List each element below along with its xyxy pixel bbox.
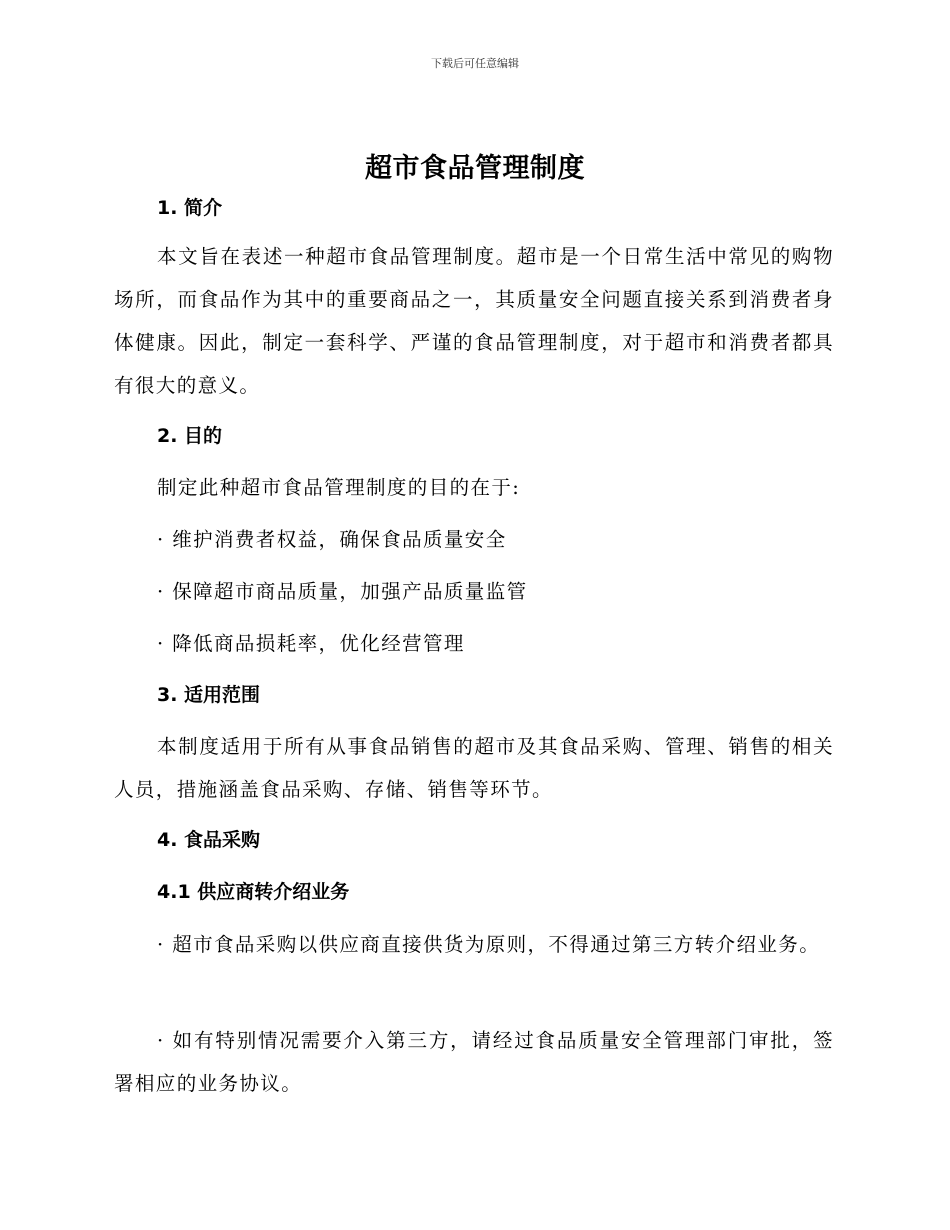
page-header-note: 下载后可任意编辑	[431, 57, 519, 70]
document-title: 超市食品管理制度	[365, 153, 585, 184]
procurement-item: · 如有特别情况需要介入第三方，请经过食品质量安全管理部门审批，签署相应的业务协议。	[114, 1029, 834, 1095]
section-body-scope: 本制度适用于所有从事食品销售的超市及其食品采购、管理、销售的相关人员，措施涵盖食品采购、存储、销售等环节。	[114, 735, 834, 801]
section-heading-scope: 3. 适用范围	[157, 684, 261, 706]
section-body-intro: 本文旨在表述一种超市食品管理制度。超市是一个日常生活中常见的购物场所，而食品作为其中的重要商品之一，其质量安全问题直接关系到消费者身体健康。因此，制定一套科学、严谨的食品管理制度，对于超市和消费者都具有很大的意义。	[114, 245, 834, 397]
section-heading-intro: 1. 简介	[157, 197, 223, 219]
purpose-item: · 降低商品损耗率，优化经营管理	[157, 632, 465, 655]
purpose-intro: 制定此种超市食品管理制度的目的在于:	[157, 476, 521, 499]
section-heading-procurement: 4. 食品采购	[157, 829, 261, 851]
subsection-heading-supplier: 4.1 供应商转介绍业务	[157, 881, 350, 903]
purpose-item: · 保障超市商品质量，加强产品质量监管	[157, 580, 528, 603]
procurement-item: · 超市食品采购以供应商直接供货为原则，不得通过第三方转介绍业务。	[157, 933, 821, 956]
section-heading-purpose: 2. 目的	[157, 425, 223, 447]
purpose-item: · 维护消费者权益，确保食品质量安全	[157, 528, 507, 551]
